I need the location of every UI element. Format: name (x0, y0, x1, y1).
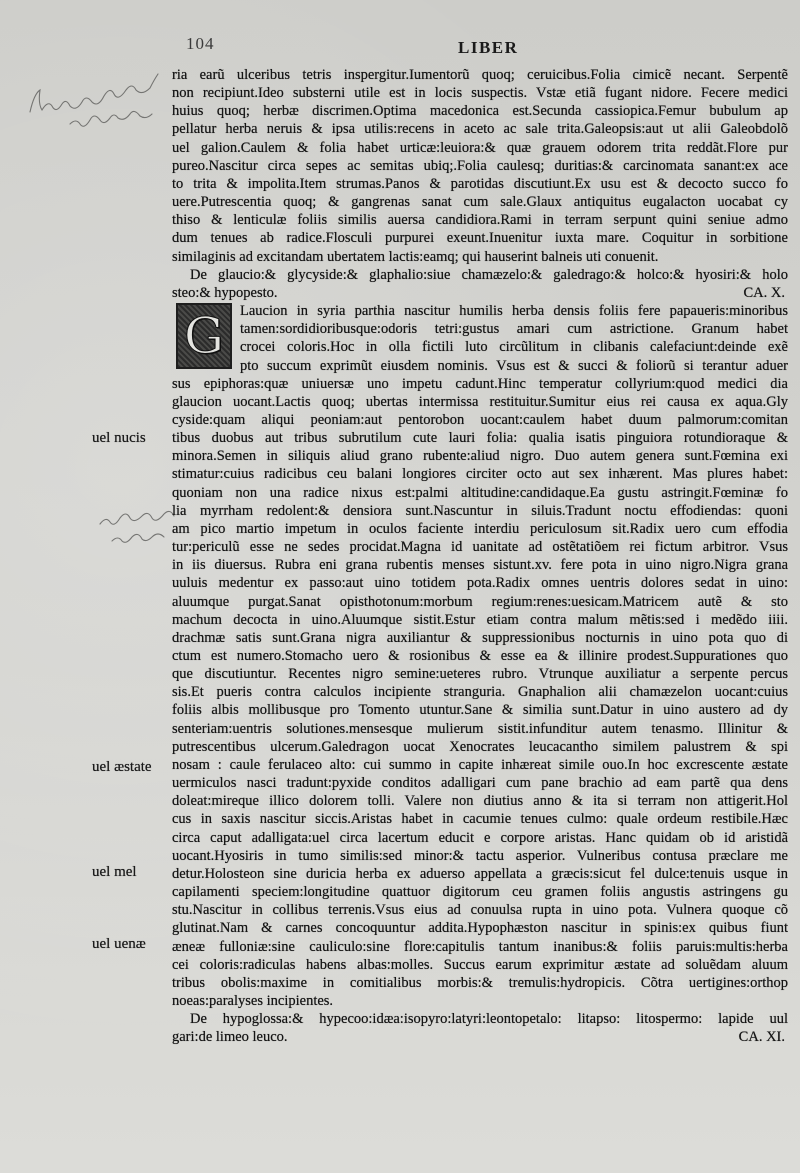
text-line: uere.Putrescentia quoq; & gangrenas sanat cum sale.Glaux antiquitus eugalacton uocabat cy (172, 194, 788, 211)
heading-line: De hypoglossa:& hypecoo:idæa:isopyro:latyri:leontopetalo: litapso: litospermo: lapide uul (190, 1011, 788, 1028)
margin-note: uel uenæ (92, 936, 146, 952)
text-line: dum tenues ab radice.Flosculi purpurei exeunt.Inuenitur iuxta mare. Coquitur in sorbitione (172, 230, 788, 247)
chapter-number: CA. X. (743, 284, 785, 301)
text-line: æneæ fulloniæ:sine cauliculo:sine flore:capitulis tantum inanibus:& foliis paruis:multis:herba (172, 938, 788, 955)
text-line: sus epiphoras:quæ uniuersæ uno impetu cadunt.Hinc temperatur collyrium:quod medici dia (172, 375, 788, 392)
paragraph (172, 66, 788, 266)
chapter-number: CA. XI. (738, 1029, 785, 1046)
text-line: tur:periculũ esse ne sedes procidat.Magna id uanitate ad ostẽtatiõem rei fictum arbitror. Vsus (172, 539, 788, 556)
text-line: uel galion.Caulem & folia habet urticæ:leuiora:& quæ grauem odorem trita reddãt.Flore pur (172, 139, 788, 156)
text-line: pto succum exprimũt eiusdem nominis. Vsus est & succi & foliorũ si terantur aduer (240, 357, 788, 374)
running-title: LIBER (458, 38, 519, 57)
text-line: am pico martio impetum in oculos faciente interdiu periculosum sit.Radix uero cum effodia (172, 520, 788, 537)
text-line: uuluis medentur ex passo:aut uino totidem pota.Radix omnes uentris dolores sedat in uino: (172, 575, 788, 592)
text-line: lia myrrham redolent:& densiora sunt.Nascuntur in siluis.Tradunt noctu effodiendas: quoni (172, 502, 788, 519)
text-line: detur.Holosteon sine duricia herba ex aduerso appellata a græcis:sicut fel dulce:tenuis usque in (172, 865, 788, 882)
text-line: non recipiunt.Ideo substerni utile est in locis suspectis. Vstæ etiã fugant nidore. Fecere medici (172, 85, 788, 102)
heading-line-text: gari:de limeo leuco. (172, 1029, 288, 1046)
margin-note: uel nucis (92, 430, 146, 446)
text-line: similaginis ad excitandam ubertatem lactis:eamq; qui hauserint balneis uti conuenit. (172, 248, 659, 265)
paragraph (172, 302, 788, 1010)
text-line: foliis albis mollibusque pro Tomento utuntur.Sane & similia sunt.Datur in uino austero ad dy (172, 702, 788, 719)
margin-note: uel æstate (92, 759, 152, 775)
text-line: ctum est numero.Stomacho uero & rosionibus & esse ea & illinire prodest.Suppurationes quo (172, 648, 788, 664)
text-line: pellatur herba neruis & ipsa utilis:recens in aceto ac sale trita.Galeopsis:aut ut alii Galeobdolõ (172, 121, 788, 138)
text-line: tibus duobus aut tribus subrutilum cute lauri folia: qualia isatis pinguiora rotundioraque & (172, 430, 788, 447)
chapter-heading (172, 266, 788, 302)
text-line: huius quoq; herbæ discrimen.Optima macedonica est.Secunda cassiopica.Femur bubulum ap (172, 103, 788, 120)
chapter-heading (172, 1010, 788, 1046)
text-line: noeas:paralyses incipientes. (172, 992, 334, 1009)
text-line: drachmæ satis sunt.Grana nigra auxiliantur & suppressionibus nocturnis in uino pota quo di (172, 629, 788, 646)
text-line: nosam : caule ferulaceo alto: cui summo in capite inhæreat simile ouo.In hoc excrescente æstate (172, 756, 788, 773)
text-line: aluumque purgat.Sanat opisthotonum:morbum regium:renes:uesicam.Matricem autẽ & sto (172, 593, 788, 610)
text-line: sis.Et pueris contra calculos incipiente stranguria. Gnaphalion alii chamæzelon uocant:cuius (172, 684, 788, 701)
text-line: crocei coloris.Hoc in olla fictili luto circũlitum in clibanis calefaciunt:deinde exẽ (240, 339, 788, 356)
text-line: stimatur:cuius radicibus ceu balani longiores circiter octo aut sex inhærent. Mas plures habet: (172, 466, 788, 483)
text-line: glutinat.Nam & carnes concoquuntur addita.Hypophæston nascitur in spinis:ex quibus fiunt (172, 920, 788, 937)
text-line: ria earũ ulceribus tetris inspergitur.Iumentorũ quoq; ceruicibus.Folia cimicẽ necant. Serpentẽ (172, 67, 788, 83)
text-line: in iis diuersus. Rubra eni grana rubentis menses sistunt.xv. fere pota in uino nigro.Nigra grana (172, 557, 788, 574)
text-line: senteriam:uentris solutiones.mensesque mulierum sistit.infunditur autem tenasmo. Illinitur & (172, 720, 788, 737)
text-line: doleat:mireque illico dolorem tolli. Valere non diutius anno & ita si terram non attigerit.Hol (172, 793, 788, 810)
page-number: 104 (186, 34, 215, 53)
margin-note: uel mel (92, 864, 137, 880)
text-line: uermiculos nasci tradunt:pyxide conditos adalligari cum pane brachio ad eam partẽ qua dens (172, 775, 788, 792)
text-line: uocant.Hyosiris in tumo similis:sed minor:& tactu asperior. Vulneribus contusa præclare me (172, 847, 788, 864)
text-line: cei coloris:radiculas habens albas:molles. Succus earum exprimitur æstate ad soluẽdam aluum (172, 956, 788, 973)
text-line: quoniam non una radice nixus est:palmi altitudine:candidaque.Ea gustu astringit.Fœminæ fo (172, 484, 788, 501)
text-line: pureo.Nascitur circa sepes ac semitas ubiq;.Folia caulesq; duritias:& carcinomata sanant:ex ace (172, 157, 788, 174)
text-line: glaucion uocant.Lactis quoq; ubertas intermissa restituitur.Sumitur eius rei causa ex aqua.Gly (172, 393, 788, 410)
drop-cap-initial (176, 303, 232, 369)
text-line: capilamenti speciem:longitudine quattuor digitorum ceu gramen foliis angustis astringens gu (172, 884, 788, 901)
heading-line: De glaucio:& glycyside:& glaphalio:siue chamæzelo:& galedrago:& holco:& hyosiri:& holo (190, 266, 788, 283)
text-line: putrescentibus ulcerum.Galedragon uocat Xenocrates leucacantho similem palustrem & spi (172, 738, 788, 755)
text-line: minora.Semen in siliquis aliud grano rubente:aliud nigro. Duo autem genera sunt.Fœmina exi (172, 448, 788, 465)
text-line: stu.Nascitur in collibus terrenis.Vsus eius ad conuulsa rupta in uino pota. Vulnera quoque cõ (172, 902, 788, 919)
heading-line-text: steo:& hypopesto. (172, 284, 278, 301)
text-line: circa caput adalligata:uel circa lacertum educit e corpore aristas. Hanc quidam ob id aristidã (172, 829, 788, 846)
text-line: cus in saxis nascitur siccis.Aristas habet in cacumie tenues culmo: quale ordeum restibile.Hæc (172, 811, 788, 828)
text-line: cyside:quam aliqui peoniam:aut pentorobon uocant:caulem habet duum palmorum:comitan (172, 411, 788, 428)
heading-line (172, 284, 788, 302)
handwritten-note (30, 74, 158, 112)
text-line: to trita & impolita.Item strumas.Panos & parotidas discutiunt.Ex usu est & decocto succo fo (172, 175, 788, 192)
handwritten-note (70, 111, 152, 126)
text-line: Laucion in syria parthia nascitur humilis herba densis foliis fere papaueris:minoribus (240, 303, 788, 320)
text-line: thiso & lenticulæ foliis similis auersa candidiora.Rami in terram serpunt quini seniue admo (172, 212, 788, 229)
drop-cap-letter: G (184, 307, 224, 366)
text-line: machum decocta in uino.Aluumque sistit.Estur etiam contra malum mẽtis:sed i medẽdo iiii. (172, 611, 788, 628)
text-line: tamen:sordidioribusque:odoris tetri:gustus amari cum astrictione. Granum habet (240, 321, 788, 338)
handwritten-note (112, 534, 164, 542)
text-line: tribus obolis:maxime in comitialibus morbis:& tremulis:hydropicis. Cõtra uertigines:orthop (172, 974, 788, 991)
text-column (172, 66, 788, 1046)
heading-line (172, 1028, 788, 1046)
text-line: que discutiuntur. Recentes nigro semine:ueteres rubro. Vtrunque auxiliatur a serpente percus (172, 666, 788, 683)
handwritten-note (100, 511, 174, 524)
